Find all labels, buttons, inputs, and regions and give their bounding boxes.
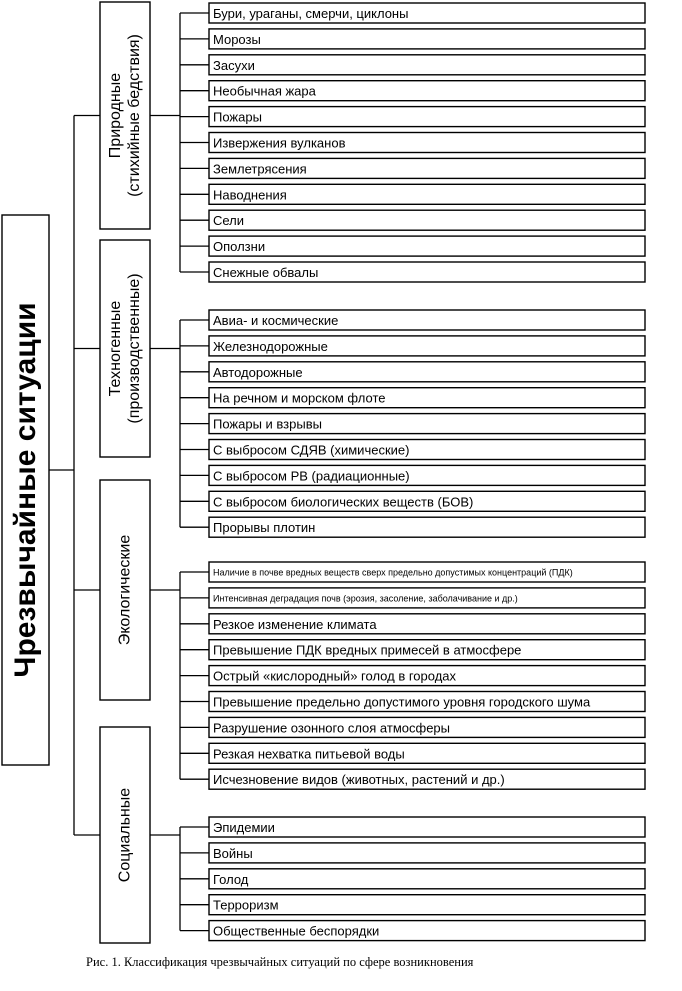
category-label-natural: Природные	[107, 72, 124, 159]
category-label-technogenic: Техногенные	[107, 300, 124, 397]
item-label-technogenic: На речном и морском флоте	[213, 390, 386, 406]
item-label-natural: Сели	[213, 213, 245, 229]
item-label-ecological: Острый «кислородный» голод в городах	[213, 668, 457, 684]
item-label-technogenic: Прорывы плотин	[213, 520, 316, 536]
item-box-natural	[209, 29, 645, 49]
category-label-natural: (стихийные бедствия)	[126, 34, 143, 197]
item-label-technogenic: Пожары и взрывы	[213, 416, 322, 432]
item-label-natural: Извержения вулканов	[213, 135, 346, 151]
item-label-ecological: Резкая нехватка питьевой воды	[213, 746, 405, 762]
item-label-social: Общественные беспорядки	[213, 923, 380, 939]
item-label-social: Войны	[213, 845, 253, 861]
item-label-natural: Землетрясения	[213, 161, 307, 177]
item-box-social	[209, 869, 645, 889]
item-label-ecological: Превышение предельно допустимого уровня городского шума	[213, 694, 591, 710]
item-label-social: Голод	[213, 871, 249, 887]
item-label-social: Эпидемии	[213, 820, 275, 835]
item-label-natural: Необычная жара	[213, 83, 316, 99]
figure-caption: Рис. 1. Классификация чрезвычайных ситуаций по сфере возникновения	[86, 955, 474, 969]
item-label-natural: Оползни	[213, 239, 266, 255]
item-label-ecological: Превышение ПДК вредных примесей в атмосфере	[213, 642, 522, 658]
root-label: Чрезвычайные ситуации	[9, 302, 42, 678]
item-box-natural	[209, 55, 645, 75]
item-label-technogenic: Авиа- и космические	[213, 313, 339, 328]
item-label-technogenic: С выбросом РВ (радиационные)	[213, 468, 410, 484]
category-label-ecological: Экологические	[116, 534, 134, 646]
item-label-ecological: Разрушение озонного слоя атмосферы	[213, 720, 451, 736]
item-label-natural: Наводнения	[213, 187, 287, 203]
item-label-technogenic: Железнодорожные	[213, 338, 328, 354]
item-label-natural: Морозы	[213, 31, 261, 47]
item-label-technogenic: Автодорожные	[213, 364, 303, 380]
item-label-natural: Бури, ураганы, смерчи, циклоны	[213, 6, 409, 21]
item-box-natural	[209, 107, 645, 127]
category-label-technogenic: (производственные)	[126, 273, 143, 424]
item-label-ecological: Интенсивная деградация почв (эрозия, засоление, заболачивание и др.)	[213, 593, 518, 604]
item-box-natural	[209, 210, 645, 230]
item-label-natural: Засухи	[213, 57, 255, 73]
item-label-ecological: Исчезновение видов (животных, растений и др.)	[213, 772, 505, 788]
item-box-social	[209, 843, 645, 863]
item-label-ecological: Наличие в почве вредных веществ сверх предельно допустимых концентраций (ПДК)	[213, 567, 573, 578]
item-label-ecological: Резкое изменение климата	[213, 616, 377, 632]
category-label-social: Социальные	[116, 787, 134, 883]
item-label-technogenic: С выбросом СДЯВ (химические)	[213, 442, 410, 458]
item-label-natural: Пожары	[213, 109, 262, 125]
item-label-social: Терроризм	[213, 897, 279, 913]
item-label-technogenic: С выбросом биологических веществ (БОВ)	[213, 494, 474, 510]
diagram-boxes	[2, 2, 645, 943]
item-box-natural	[209, 236, 645, 256]
item-label-natural: Снежные обвалы	[213, 265, 319, 280]
